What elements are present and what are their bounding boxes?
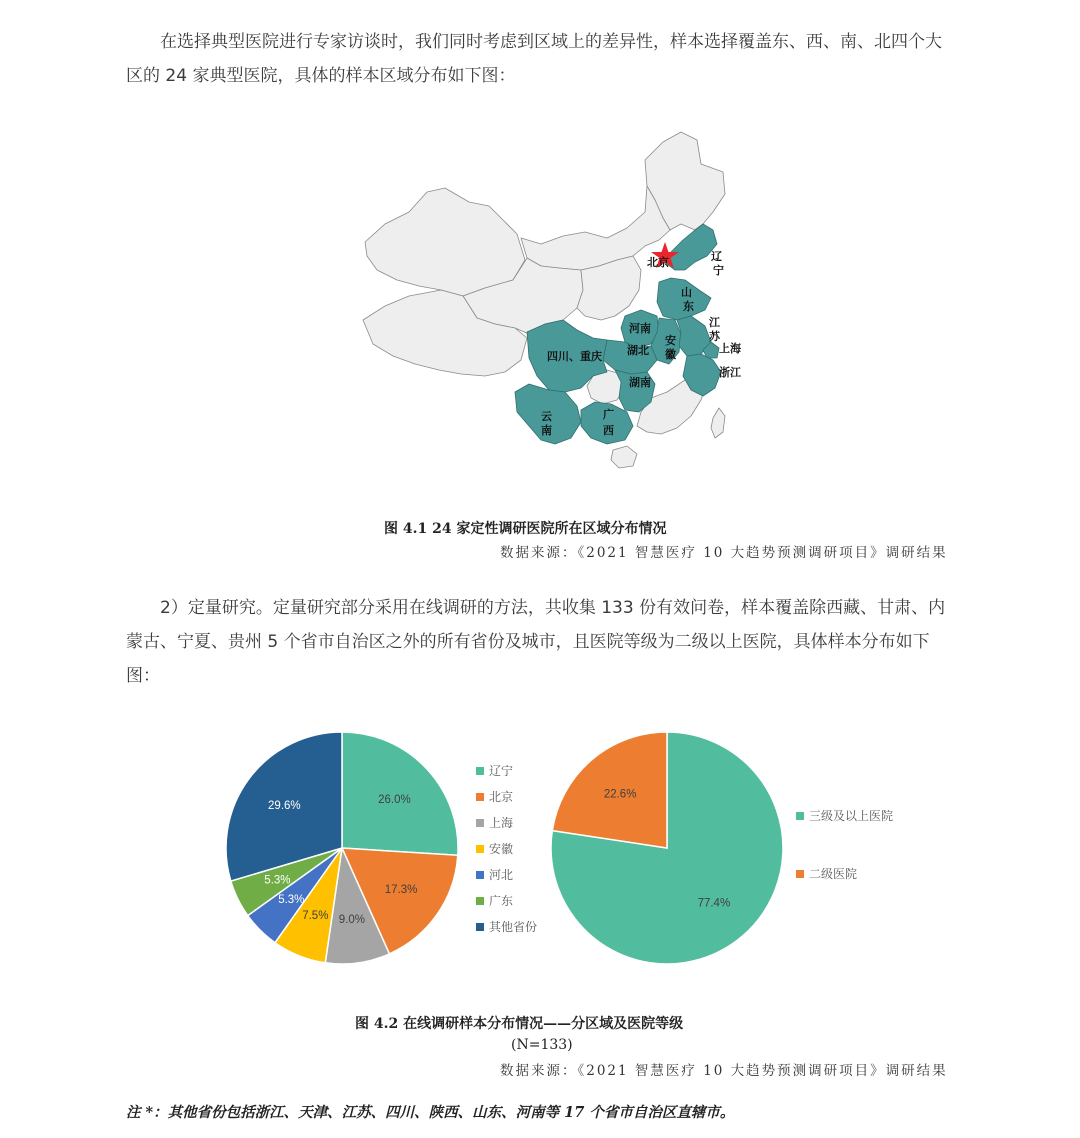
map-label-henan: 河南 <box>629 323 651 335</box>
legend-label: 北京 <box>489 790 514 804</box>
pie-data-label: 77.4% <box>697 897 731 910</box>
pie-data-label: 29.6% <box>268 799 301 812</box>
intro-paragraph: 在选择典型医院进行专家访谈时，我们同时考虑到区域上的差异性，样本选择覆盖东、西、南、北四个大区的 24 家典型医院，具体的样本区域分布如下图： <box>126 32 942 86</box>
china-map-figure <box>345 120 765 485</box>
legend-swatch <box>476 767 484 775</box>
legend-label: 河北 <box>489 868 514 882</box>
legend-swatch <box>476 845 484 853</box>
map-label-liaoning-1: 辽 <box>711 251 722 263</box>
pie-charts-figure <box>222 718 894 978</box>
figure1-source: 数据来源：《2021 智慧医疗 10 大趋势预测调研项目》调研结果 <box>500 545 948 561</box>
legend-label: 其他省份 <box>489 920 538 934</box>
figure2-caption: 图 4.2 在线调研样本分布情况——分区域及医院等级 <box>355 1016 684 1032</box>
pie-data-label: 9.0% <box>338 914 366 927</box>
map-label-shanghai: 上海 <box>719 343 741 355</box>
legend-label: 广东 <box>489 894 514 908</box>
map-label-yunnan-1: 云 <box>541 411 552 423</box>
legend-swatch <box>476 871 484 879</box>
legend-label: 辽宁 <box>489 764 514 778</box>
pie-data-label: 22.6% <box>603 788 637 801</box>
legend-swatch <box>476 897 484 905</box>
map-label-shandong-1: 山 <box>681 287 692 299</box>
pie-data-label: 17.3% <box>384 883 418 896</box>
map-hainan-island <box>611 446 637 468</box>
map-label-jiangsu-2: 苏 <box>709 331 720 343</box>
map-label-zhejiang: 浙江 <box>719 367 741 379</box>
map-label-beijing: 北京 <box>647 257 669 269</box>
map-region-shandong <box>657 278 711 320</box>
pie-charts <box>222 718 894 978</box>
map-label-liaoning-2: 宁 <box>713 265 724 277</box>
legend-label: 三级及以上医院 <box>809 809 894 823</box>
legend-swatch <box>476 819 484 827</box>
figure2-sample-size: (N=133) <box>511 1037 573 1053</box>
legend-label: 安徽 <box>489 842 514 856</box>
legend-swatch <box>476 793 484 801</box>
pie-data-label: 26.0% <box>378 793 411 806</box>
map-label-jiangsu-1: 江 <box>709 317 720 329</box>
map-label-hubei: 湖北 <box>627 345 649 357</box>
pie-data-label: 5.3% <box>264 874 291 887</box>
map-xinjiang-region <box>365 188 525 296</box>
legend-label: 二级医院 <box>809 867 858 881</box>
map-label-guangxi-1: 广 <box>603 409 614 421</box>
map-label-guangxi-2: 西 <box>603 425 614 437</box>
legend-swatch <box>796 870 804 878</box>
quantitative-paragraph: 2）定量研究。定量研究部分采用在线调研的方法，共收集 133 份有效问卷，样本覆盖除西藏、甘肃、内蒙古、宁夏、贵州 5 个省市自治区之外的所有省份及城市，且医院等级为二级以上医院，具体样本分布如下图： <box>126 598 946 686</box>
legend-swatch <box>796 812 804 820</box>
map-taiwan-island <box>711 408 725 438</box>
figure2-source: 数据来源：《2021 智慧医疗 10 大趋势预测调研项目》调研结果 <box>500 1063 948 1079</box>
legend-swatch <box>476 923 484 931</box>
pie-data-label: 5.3% <box>278 894 305 907</box>
map-label-sichuan-chongqing: 四川、重庆 <box>547 351 602 363</box>
map-label-shandong-2: 东 <box>683 301 694 313</box>
pie-data-label: 7.5% <box>302 909 329 922</box>
map-label-yunnan-2: 南 <box>541 425 552 437</box>
footnote: 注 *：其他省份包括浙江、天津、江苏、四川、陕西、山东、河南等 17 个省市自治区直辖市。 <box>126 1104 735 1121</box>
map-label-anhui-2: 徽 <box>665 349 676 361</box>
map-label-hunan: 湖南 <box>629 377 651 389</box>
legend-label: 上海 <box>489 816 514 830</box>
figure1-caption: 图 4.1 24 家定性调研医院所在区域分布情况 <box>384 521 667 537</box>
map-label-anhui-1: 安 <box>665 335 676 347</box>
china-map <box>345 120 765 485</box>
map-region-liaoning <box>667 224 717 270</box>
